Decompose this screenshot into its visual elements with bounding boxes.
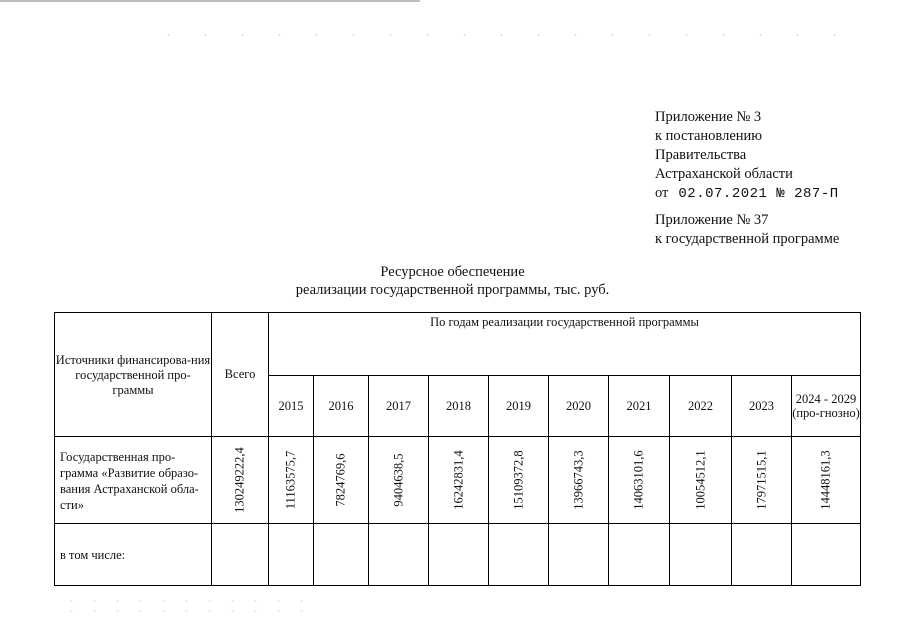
- year-header: 2022: [670, 376, 732, 437]
- appendix-1-line4: Астраханской области: [655, 166, 793, 182]
- appendix-2-block: [655, 211, 839, 249]
- table-row: [55, 437, 861, 524]
- value-text: 14448161,3: [818, 450, 833, 510]
- appendix-1-line2: к постановлению: [655, 128, 763, 144]
- year-header: 2017: [369, 376, 429, 437]
- value-text: 13966743,3: [571, 450, 585, 510]
- value-cell: [429, 437, 489, 524]
- appendix-1-line1: Приложение № 3: [655, 109, 762, 125]
- value-cell: [489, 437, 549, 524]
- value-cell: [792, 437, 861, 524]
- value-cell: [269, 437, 314, 524]
- resource-table: [54, 312, 861, 586]
- appendix-2-line2: к государственной программе: [655, 231, 840, 247]
- appendix-1-line3: Правительства: [655, 147, 747, 163]
- value-text: 130249222,4: [232, 447, 247, 513]
- year-header: 2018: [429, 376, 489, 437]
- value-cell: [792, 524, 861, 586]
- appendix-2-line1: Приложение № 37: [655, 212, 769, 228]
- year-header: 2015: [269, 376, 314, 437]
- scan-artifact-dots: [60, 596, 320, 616]
- value-cell: [369, 437, 429, 524]
- header-years: По годам реализации государственной программы: [269, 313, 861, 376]
- value-cell: [609, 437, 670, 524]
- document-title-line1: Ресурсное обеспечение: [380, 264, 525, 280]
- row-label: в том числе:: [55, 524, 212, 586]
- row-label: Государственная про-грамма «Развитие образо-вания Астраханской обла-сти»: [55, 437, 212, 524]
- value-cell: [314, 524, 369, 586]
- document-title-line2: реализации государственной программы, тыс. руб.: [295, 282, 610, 298]
- scan-artifact-specks: [150, 32, 870, 38]
- value-cell: [732, 524, 792, 586]
- value-cell: [489, 524, 549, 586]
- value-text: 15109372,8: [511, 450, 525, 510]
- appendix-1-date-line: [655, 184, 839, 204]
- year-header: 2023: [732, 376, 792, 437]
- header-total: Всего: [212, 313, 269, 437]
- year-header: 2020: [549, 376, 609, 437]
- year-header: 2019: [489, 376, 549, 437]
- year-header-last-period: 2024 - 2029 (про-гнозно): [792, 376, 861, 437]
- value-cell: [670, 524, 732, 586]
- value-text: 10054512,1: [693, 450, 707, 510]
- date-number: 02.07.2021 № 287-П: [678, 186, 839, 202]
- value-cell: [549, 524, 609, 586]
- value-cell: [670, 437, 732, 524]
- value-cell: [269, 524, 314, 586]
- value-cell: [314, 437, 369, 524]
- year-header: 2021: [609, 376, 670, 437]
- value-text: 11163575,7: [283, 450, 298, 510]
- value-text: 16242831,4: [451, 450, 465, 510]
- value-text: 9404638,5: [391, 453, 405, 507]
- value-cell-total: [212, 437, 269, 524]
- table-row: [55, 524, 861, 586]
- header-source: Источники финансирова-ния государственной про-граммы: [55, 313, 212, 437]
- appendix-1-block: [655, 108, 839, 204]
- scan-artifact-line: [0, 0, 420, 2]
- value-cell: [369, 524, 429, 586]
- value-text: 14063101,6: [631, 450, 646, 510]
- value-cell: [609, 524, 670, 586]
- value-cell: [429, 524, 489, 586]
- year-header: 2016: [314, 376, 369, 437]
- date-prefix: от: [655, 185, 669, 201]
- value-cell-total: [212, 524, 269, 586]
- value-text: 17971515,1: [754, 450, 768, 510]
- value-cell: [732, 437, 792, 524]
- value-text: 7824769,6: [333, 453, 348, 507]
- value-cell: [549, 437, 609, 524]
